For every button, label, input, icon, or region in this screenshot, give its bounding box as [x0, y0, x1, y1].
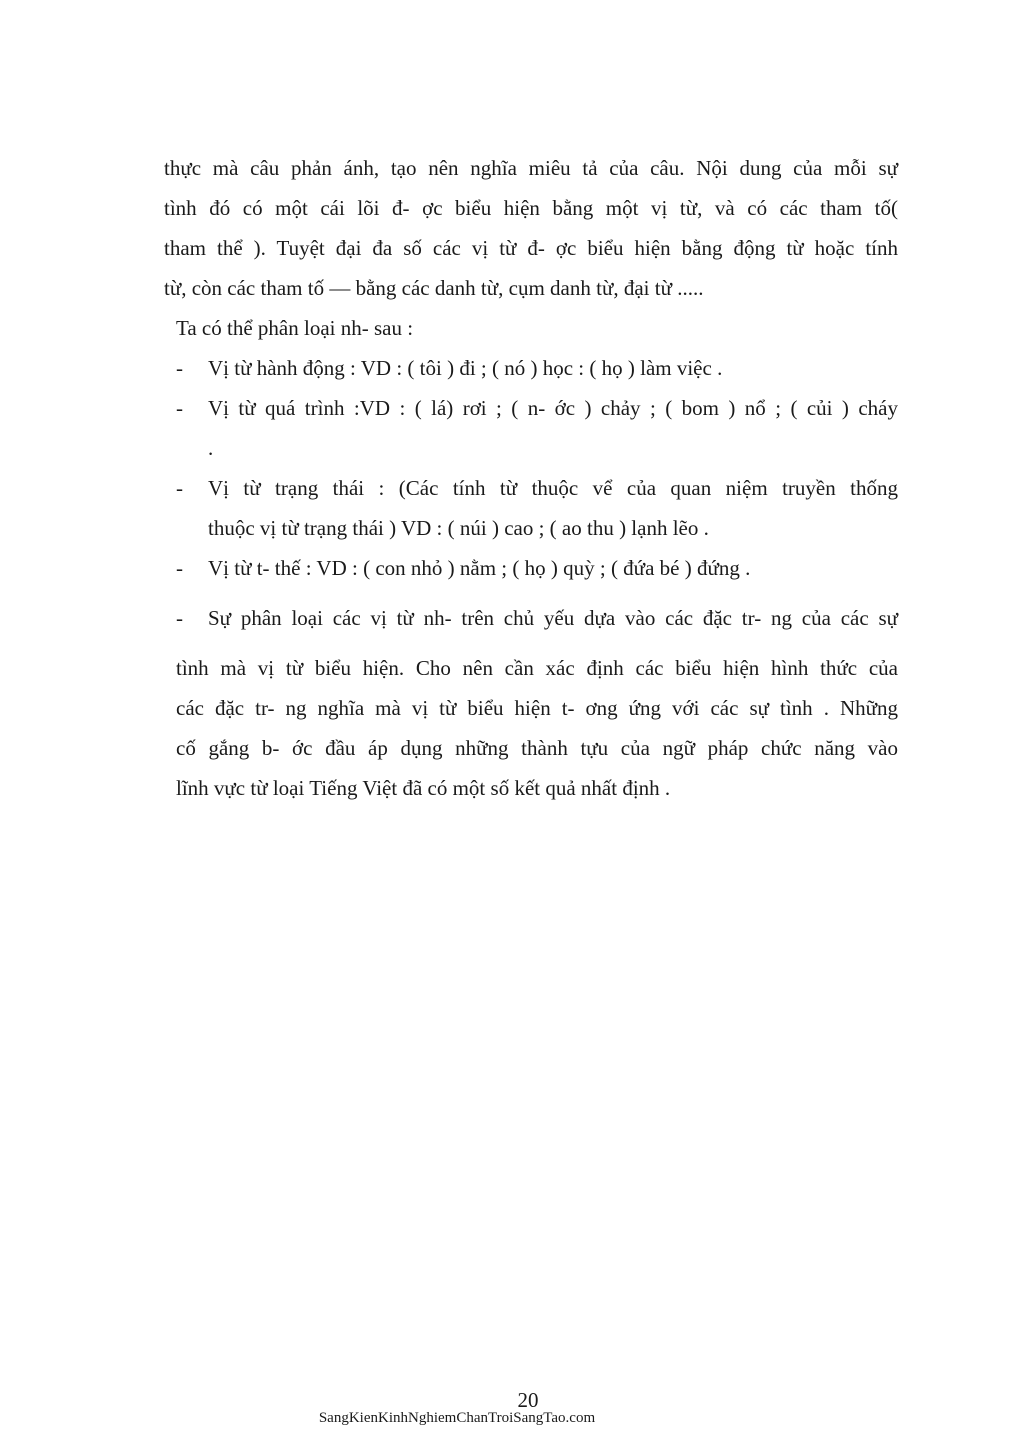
- paragraph-2-line-3: cố gắng b- ớc đầu áp dụng những thành tựu của ngữ pháp chức năng vào: [176, 736, 898, 760]
- paragraph-1-line-2: tình đó có một cái lõi đ- ợc biểu hiện bằng một vị từ, và có các tham tố(: [164, 196, 898, 220]
- list-dash: -: [176, 556, 183, 580]
- list-item-2-line-1: Vị từ quá trình :VD : ( lá) rơi ; ( n- ớc ) chảy ; ( bom ) nổ ; ( củi ) cháy: [208, 396, 898, 420]
- footer-site-name: SangKienKinhNghiemChanTroiSangTao.com: [318, 1410, 596, 1426]
- list-dash: -: [176, 476, 183, 500]
- list-dash: -: [176, 606, 183, 630]
- paragraph-2-line-2: các đặc tr- ng nghĩa mà vị từ biểu hiện t- ơng ứng với các sự tình . Những: [176, 696, 898, 720]
- page-number: 20: [517, 1388, 539, 1412]
- paragraph-1-line-3: tham thể ). Tuyệt đại đa số các vị từ đ- ợc biểu hiện bằng động từ hoặc tính: [164, 236, 898, 260]
- paragraph-1-line-1: thực mà câu phản ánh, tạo nên nghĩa miêu tả của câu. Nội dung của mỗi sự: [164, 156, 898, 180]
- paragraph-1-line-4: từ, còn các tham tố — bằng các danh từ, cụm danh từ, đại từ .....: [164, 276, 704, 300]
- list-item-1: Vị từ hành động : VD : ( tôi ) đi ; ( nó ) học : ( họ ) làm việc .: [208, 356, 723, 380]
- paragraph-2-line-1: tình mà vị từ biểu hiện. Cho nên cần xác định các biểu hiện hình thức của: [176, 656, 898, 680]
- list-item-3-line-1: Vị từ trạng thái : (Các tính từ thuộc vể của quan niệm truyền thống: [208, 476, 898, 500]
- list-item-5: Sự phân loại các vị từ nh- trên chủ yếu dựa vào các đặc tr- ng của các sự: [208, 606, 898, 630]
- list-intro: Ta có thể phân loại nh- sau :: [176, 316, 414, 340]
- list-dash: -: [176, 396, 183, 420]
- list-item-3-line-2: thuộc vị từ trạng thái ) VD : ( núi ) cao ; ( ao thu ) lạnh lẽo .: [208, 516, 709, 540]
- list-item-2-line-2: .: [208, 436, 214, 460]
- list-dash: -: [176, 356, 183, 380]
- paragraph-2-line-4: lĩnh vực từ loại Tiếng Việt đã có một số kết quả nhất định .: [176, 776, 671, 800]
- list-item-4: Vị từ t- thế : VD : ( con nhỏ ) nằm ; ( họ ) quỳ ; ( đứa bé ) đứng .: [208, 556, 751, 580]
